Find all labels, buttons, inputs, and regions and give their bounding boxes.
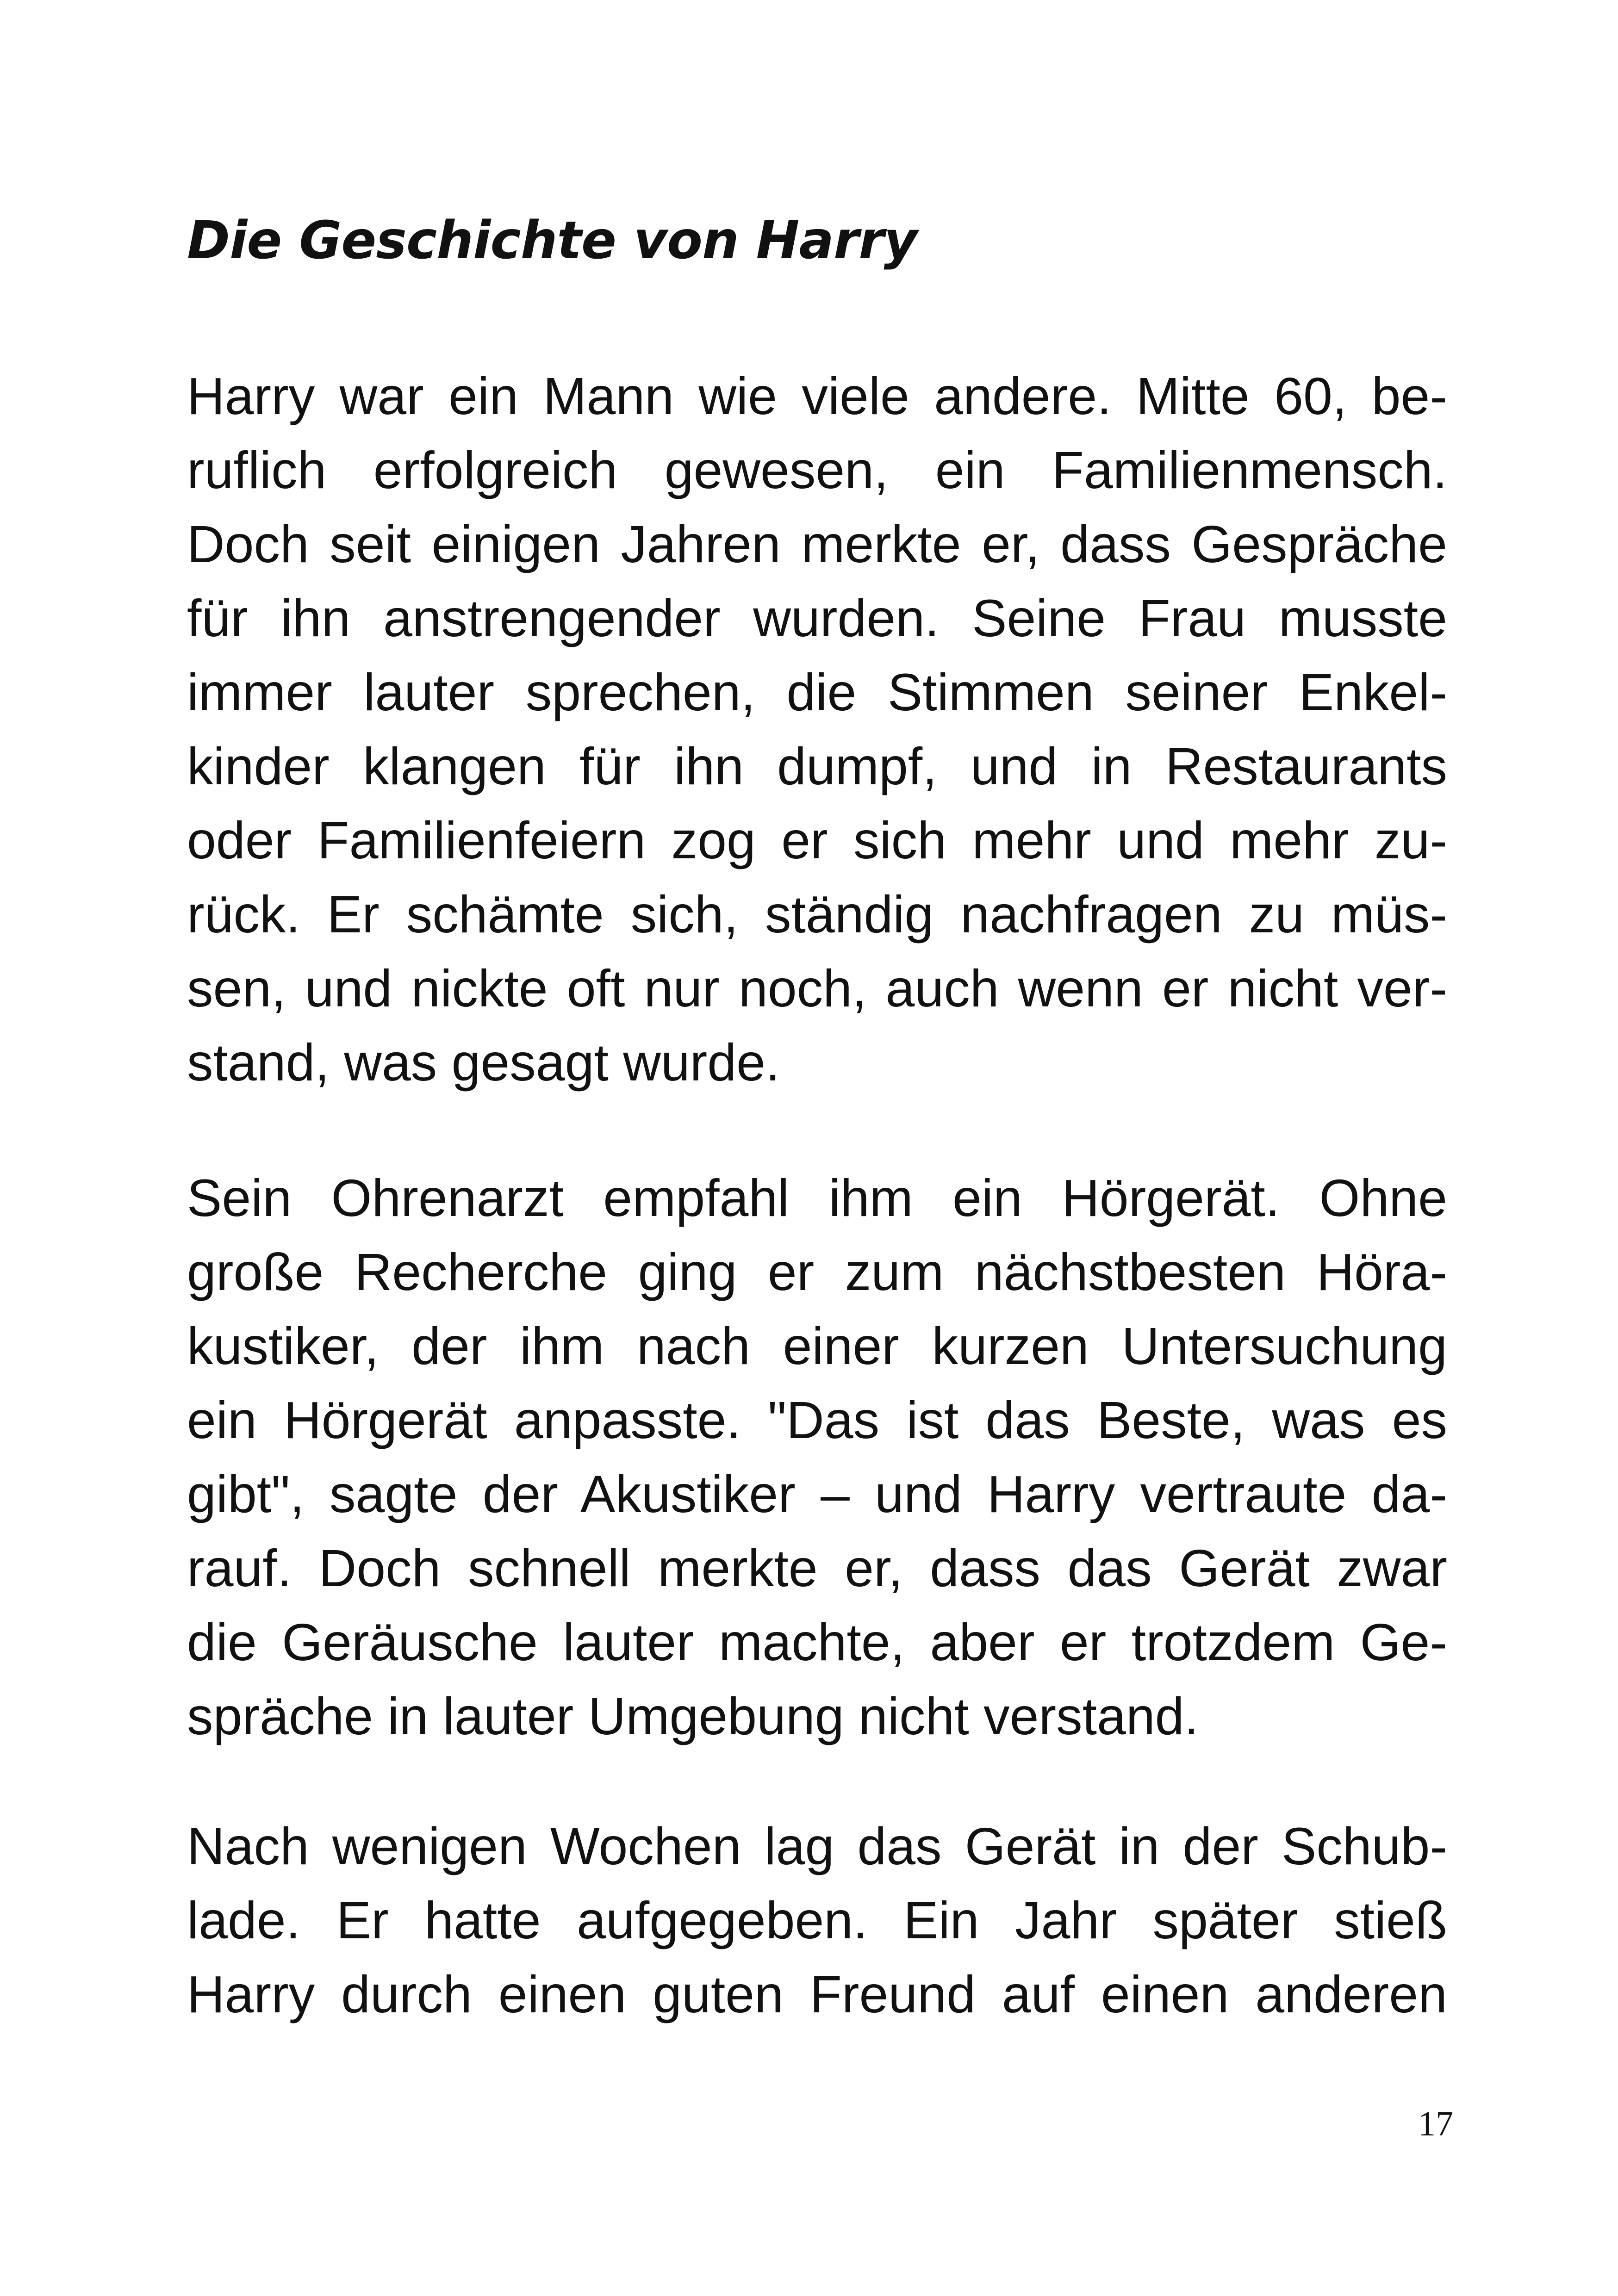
paragraph-1 (187, 359, 1447, 1099)
text-line: rück. Er schämte sich, ständig nachfragen zu müs- (187, 885, 1447, 943)
text-line: sen, und nickte oft nur noch, auch wenn er nicht ver- (187, 959, 1447, 1018)
text-line: Sein Ohrenarzt empfahl ihm ein Hörgerät. Ohne (187, 1169, 1447, 1227)
text-line: gibt", sagte der Akustiker – und Harry vertraute da- (187, 1465, 1447, 1523)
text-line: Nach wenigen Wochen lag das Gerät in der Schub- (187, 1817, 1447, 1875)
paragraph-2 (187, 1161, 1447, 1753)
text-line: immer lauter sprechen, die Stimmen seiner Enkel- (187, 663, 1447, 721)
paragraph-text (187, 1809, 1447, 2031)
text-line: Harry durch einen guten Freund auf einen anderen (187, 1965, 1447, 2023)
text-line: für ihn anstrengender wurden. Seine Frau musste (187, 589, 1447, 647)
text-line: die Geräusche lauter machte, aber er trotzdem Ge- (187, 1613, 1447, 1671)
text-line: Harry war ein Mann wie viele andere. Mitte 60, be- (187, 367, 1447, 425)
paragraph-3 (187, 1809, 1447, 2031)
text-line: stand, was gesagt wurde. (187, 1033, 780, 1092)
text-line: kinder klangen für ihn dumpf, und in Restaurants (187, 737, 1447, 795)
page-number: 17 (1418, 2104, 1453, 2143)
text-line: lade. Er hatte aufgegeben. Ein Jahr später stieß (187, 1891, 1447, 1949)
paragraph-text (187, 1161, 1447, 1753)
text-line: ruflich erfolgreich gewesen, ein Familienmensch. (187, 441, 1447, 499)
chapter-heading: Die Geschichte von Harry (187, 211, 917, 271)
text-line: kustiker, der ihm nach einer kurzen Untersuchung (187, 1317, 1447, 1375)
text-line: oder Familienfeiern zog er sich mehr und mehr zu- (187, 811, 1447, 869)
paragraph-text (187, 359, 1447, 1099)
text-line: ein Hörgerät anpasste. "Das ist das Beste, was es (187, 1391, 1447, 1449)
text-line: große Recherche ging er zum nächstbesten Höra- (187, 1243, 1447, 1301)
text-line: rauf. Doch schnell merkte er, dass das Gerät zwar (187, 1539, 1447, 1597)
text-line: Doch seit einigen Jahren merkte er, dass Gespräche (187, 515, 1447, 573)
text-line: spräche in lauter Umgebung nicht verstand. (187, 1687, 1199, 1745)
